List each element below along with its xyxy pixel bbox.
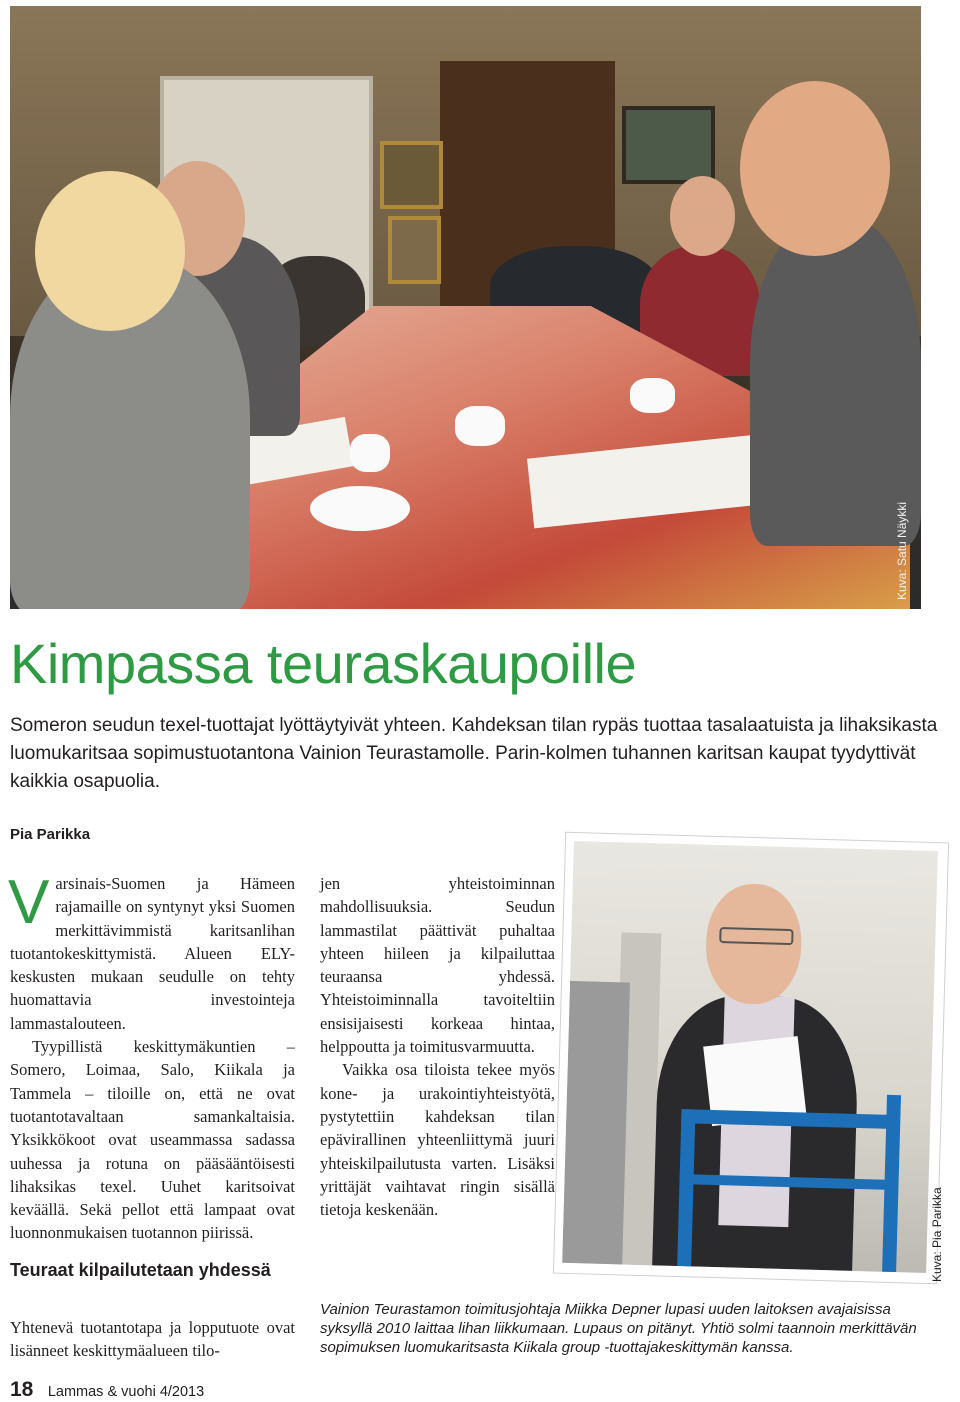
photo-caption: Vainion Teurastamon toimitusjohtaja Miikka Depner lupasi uuden laitoksen avajaisissa syksyllä 2010 laittaa lihan liikkumaan. Lupaus on pitänyt. Yhtiö solmi taannoin merkittävän sopimuksen luomukaritsasta Kiikala group -tuottajakeskittymän kanssa. (320, 1301, 917, 1356)
article-headline: Kimpassa teuraskaupoille (10, 632, 637, 695)
photo-person-head (670, 176, 735, 256)
article-column-2 (320, 872, 555, 1221)
photo-person-head (740, 81, 890, 256)
photo-machine (562, 981, 630, 1265)
photo-painting (380, 141, 443, 209)
speaker-photo (562, 841, 938, 1273)
article-column-1 (8, 868, 295, 1245)
photo-cup (630, 378, 675, 413)
photo-painting (388, 216, 441, 284)
article-column-1-continued (10, 1316, 295, 1363)
article-author: Pia Parikka (10, 826, 91, 843)
photo-credit: Kuva: Satu Näykki (895, 501, 909, 600)
speaker-photo-frame (554, 833, 948, 1283)
photo-cup (350, 434, 390, 472)
article-lead: Someron seudun texel-tuottajat lyöttäytyivät yhteen. Kahdeksan tilan rypäs tuottaa tasalaatuista ja lihaksikasta luomukaritsaa sopimustuotantona Vainion Teurastamolle. Parin-kolmen tuhannen karitsan kaupat tyydyttivät kaikkia osapuolia. (10, 715, 938, 792)
body-paragraph: jen yhteistoiminnan mahdollisuuksia. Seudun lammastilat päättivät puhaltaa yhteen hiileen ja kilpailuttaa teuraansa yhdessä. Yhteistoiminnalla tavoiteltiin ensisijaisesti korkeaa hintaa, helppoutta ja toimitusvarmuutta. (320, 874, 555, 1057)
body-paragraph: Tyypillistä keskittymäkuntien – Somero, Loimaa, Salo, Kiikala ja Tammela – tiloille on, että ne ovat tuotantotavaltaan samankaltaisia. Yksikkökoot ovat useammassa sadassa uuhessa ja rotuna on pääsääntöisesti lihaksikas texel. Uuhet karitsoivat keväällä. Sekä pellot että lampaat ovat luonnonmukaisen tuotannon piirissä. (10, 1037, 295, 1243)
magazine-issue: Lammas & vuohi 4/2013 (47, 1384, 205, 1400)
photo-person (750, 216, 921, 546)
photo-person-head (35, 171, 185, 331)
meeting-photo (10, 6, 921, 609)
photo-plate (310, 486, 410, 531)
article-subheading: Teuraat kilpailutetaan yhdessä (10, 1260, 271, 1280)
body-text: arsinais-Suomen ja Hämeen rajamaille on syntynyt yksi Suomen merkittävimmistä karitsanlihan tuotantokeskittymistä. Alueen ELY-keskusten mukaan seudulle on tehty huomattavia investointeja lammastalouteen. (10, 874, 295, 1033)
body-paragraph (8, 868, 295, 1035)
photo-painting (622, 106, 715, 184)
photo-credit: Kuva: Pia Parikka (930, 1187, 944, 1282)
drop-cap: V (8, 868, 50, 937)
photo-speaker-glasses (719, 927, 793, 945)
body-paragraph: Yhtenevä tuotantotapa ja lopputuote ovat lisänneet keskittymäalueen tilo- (10, 1318, 295, 1361)
page-number: 18 (10, 1378, 34, 1401)
body-paragraph: Vaikka osa tiloista tekee myös kone- ja urakointiyhteistyötä, pystytettiin kahdeksan tilan epävirallinen yhteenliittymä juuri yhteiskilpailutusta varten. Lisäksi yrittäjät vaihtavat ringin sisällä tietoja keskenään. (320, 1060, 555, 1220)
page-footer (10, 1378, 204, 1402)
photo-cup (455, 406, 505, 446)
